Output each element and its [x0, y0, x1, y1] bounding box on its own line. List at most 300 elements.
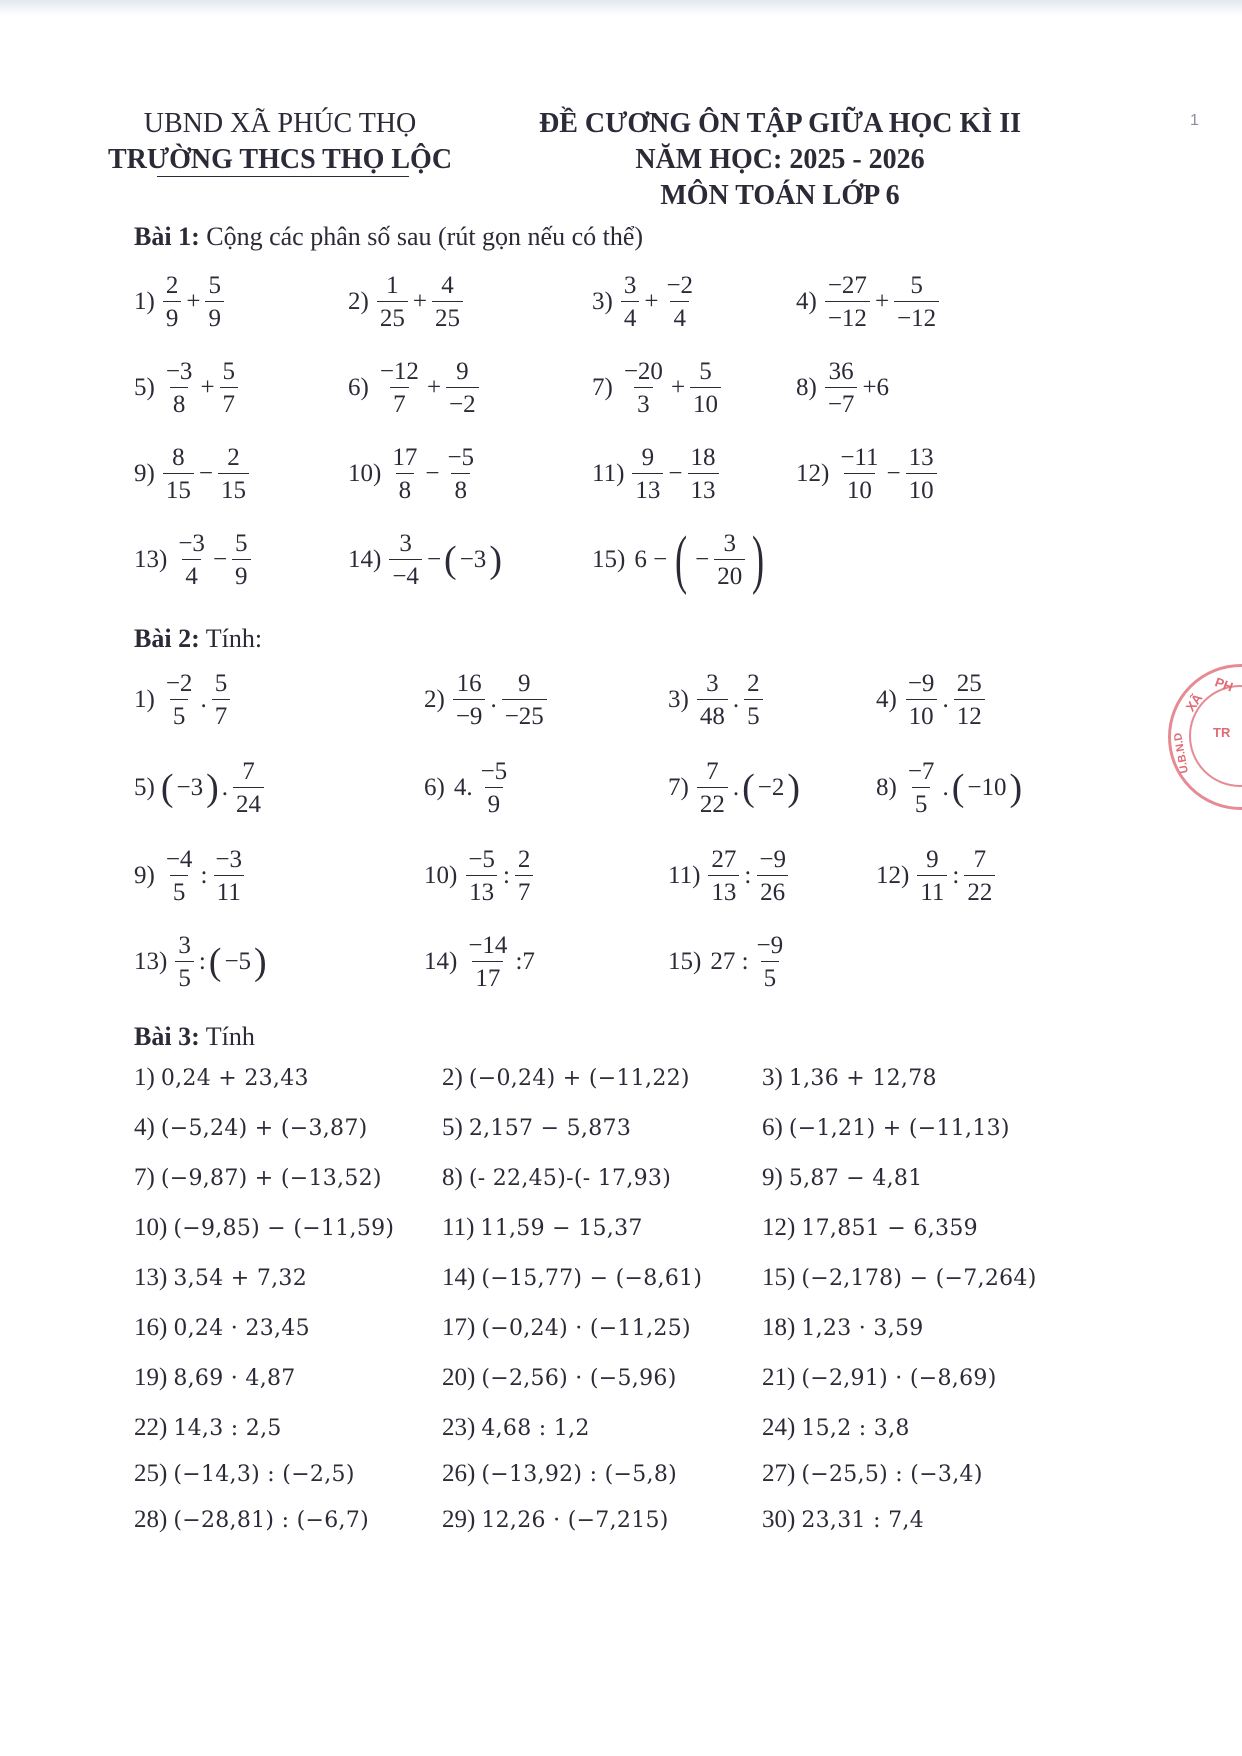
parenthesis: )	[489, 539, 502, 581]
numerator: −9	[907, 670, 935, 697]
expression: 17,851 − 6,359	[801, 1215, 978, 1241]
denominator: −25	[502, 699, 547, 731]
problem-item	[762, 1456, 983, 1492]
numerator: 5	[910, 272, 923, 299]
fraction	[175, 932, 194, 992]
problem-number: 3)	[592, 288, 613, 315]
problem-number: 7)	[668, 774, 689, 801]
numerator: 18	[690, 444, 716, 471]
fraction	[446, 358, 479, 418]
numerator: 25	[956, 670, 982, 697]
problem-number: 25)	[134, 1460, 168, 1487]
numerator: 5	[208, 272, 221, 299]
expression: 0,24 + 23,43	[160, 1065, 309, 1091]
problem-number: 6)	[762, 1114, 783, 1141]
commune-name: UBND XÃ PHÚC THỌ	[143, 108, 417, 139]
problem-item	[134, 1502, 369, 1538]
numerator: −5	[447, 444, 475, 471]
problem-number: 15)	[668, 948, 702, 975]
operator: +	[186, 288, 201, 315]
fraction	[964, 846, 995, 906]
operator: −	[425, 460, 440, 487]
fraction	[697, 670, 728, 730]
problem-number: 1)	[134, 288, 155, 315]
problem-number: 14)	[348, 546, 382, 573]
numerator: 4	[441, 272, 454, 299]
operator: 4.	[453, 774, 473, 801]
problem-item	[134, 1456, 355, 1492]
fraction	[389, 530, 422, 590]
problem-number: 12)	[876, 862, 910, 889]
problem-number: 5)	[134, 374, 155, 401]
parenthesis: (	[951, 767, 965, 809]
problem-item	[134, 842, 247, 910]
fraction	[163, 444, 194, 504]
problem-number: 14)	[424, 948, 458, 975]
problem-item	[442, 1410, 590, 1446]
numerator: −3	[165, 358, 193, 385]
expression: 1,36 + 12,78	[788, 1065, 937, 1091]
bai2-title: Bài 2:	[134, 624, 200, 653]
numerator: 7	[242, 758, 255, 785]
operator: :	[198, 948, 206, 975]
problem-item	[134, 1110, 368, 1146]
denominator: 9	[232, 559, 251, 591]
numerator: 2	[517, 846, 531, 873]
numerator: −14	[468, 932, 508, 959]
school-header	[95, 106, 465, 178]
problem-number: 6)	[424, 774, 445, 801]
numerator: 2	[165, 272, 179, 299]
numerator: 5	[699, 358, 712, 385]
fraction	[465, 846, 498, 906]
expression: 11,59 − 15,37	[480, 1215, 643, 1241]
problem-item	[442, 1310, 691, 1346]
problem-number: 1)	[134, 1064, 155, 1091]
fraction	[906, 444, 937, 504]
problem-item	[134, 526, 253, 594]
denominator: 10	[844, 473, 875, 505]
operator: :	[502, 862, 510, 889]
problem-item	[876, 842, 997, 910]
denominator: 26	[757, 875, 788, 907]
problem-item	[348, 354, 481, 422]
numerator: −2	[165, 670, 193, 697]
problem-number: 10)	[424, 862, 458, 889]
denominator: 5	[170, 875, 189, 907]
problem-item	[424, 666, 549, 734]
denominator: 15	[163, 473, 194, 505]
numerator: 2	[227, 444, 240, 471]
denominator: 11	[917, 875, 947, 907]
operator: +6	[862, 374, 890, 401]
problem-number: 5)	[134, 774, 155, 801]
numerator: −4	[165, 846, 193, 873]
expression: (−28,81) : (−6,7)	[173, 1507, 369, 1533]
stamp-text-ubnd: U.B.N.D	[1172, 731, 1191, 775]
expression: (−15,77) − (−8,61)	[481, 1265, 703, 1291]
denominator: −12	[894, 301, 939, 333]
expression: (- 22,45)-(- 17,93)	[468, 1165, 672, 1191]
problem-number: 29)	[442, 1506, 476, 1533]
problem-number: 2)	[348, 288, 369, 315]
numerator: 16	[456, 670, 482, 697]
problem-number: 7)	[134, 1164, 155, 1191]
problem-item	[668, 928, 788, 996]
problem-item	[442, 1110, 631, 1146]
problem-number: 1)	[134, 686, 155, 713]
parenthesis: )	[254, 941, 267, 983]
denominator: 3	[634, 387, 653, 419]
operator: −	[695, 546, 710, 573]
problem-number: 21)	[762, 1364, 796, 1391]
denominator: 17	[472, 961, 503, 993]
problem-number: 8)	[876, 774, 897, 801]
numerator: 9	[517, 670, 531, 697]
fraction	[212, 670, 231, 730]
operator: .	[221, 774, 228, 801]
school-name-underline	[157, 176, 409, 177]
fraction	[954, 670, 985, 730]
problem-number: 2)	[442, 1064, 463, 1091]
denominator: 9	[485, 787, 504, 819]
operator: −	[426, 546, 442, 573]
operator: +	[874, 288, 890, 315]
parenthesis: )	[206, 767, 219, 809]
denominator: 13	[708, 875, 739, 907]
fraction	[697, 758, 728, 818]
parenthesis: )	[752, 523, 765, 596]
fraction	[754, 932, 787, 992]
parenthesis: )	[1009, 767, 1023, 809]
fraction	[744, 670, 763, 730]
fraction	[714, 530, 745, 590]
problem-item	[442, 1210, 643, 1246]
fraction	[756, 846, 789, 906]
numerator: −9	[756, 932, 784, 959]
problem-item	[442, 1360, 677, 1396]
fraction	[389, 444, 420, 504]
numerator: 3	[178, 932, 191, 959]
fraction	[377, 358, 422, 418]
bai3-heading	[134, 1022, 255, 1052]
denominator: 13	[466, 875, 497, 907]
denominator: 7	[212, 699, 231, 731]
numerator: −5	[480, 758, 508, 785]
problem-item	[348, 268, 465, 336]
stamp-text-xa: XÃ	[1182, 690, 1206, 715]
problem-number: 28)	[134, 1506, 168, 1533]
denominator: 10	[690, 387, 721, 419]
operator: .	[942, 774, 949, 801]
problem-item	[424, 842, 535, 910]
denominator: 25	[377, 301, 408, 333]
expression: 14,3 : 2,5	[173, 1415, 282, 1441]
numerator: 1	[386, 272, 399, 299]
problem-item	[134, 268, 226, 336]
denominator: 7	[390, 387, 409, 419]
problem-item	[348, 440, 479, 508]
problem-item	[592, 354, 723, 422]
parenthesis: (	[742, 767, 755, 809]
problem-item	[876, 754, 1022, 822]
problem-number: 27)	[762, 1460, 796, 1487]
operator: .	[732, 774, 740, 801]
problem-item	[876, 666, 987, 734]
fraction	[905, 670, 938, 730]
problem-number: 11)	[668, 862, 701, 889]
expression: (−13,92) : (−5,8)	[481, 1461, 677, 1487]
problem-number: 4)	[796, 288, 817, 315]
numerator: 7	[706, 758, 719, 785]
title-line-3: MÔN TOÁN LỚP 6	[660, 180, 900, 211]
operator: −2	[757, 774, 785, 801]
fraction	[233, 758, 264, 818]
numerator: 3	[399, 530, 412, 557]
title-line-1: ĐỀ CƯƠNG ÔN TẬP GIỮA HỌC KÌ II	[538, 108, 1021, 139]
document-title	[500, 106, 1060, 214]
bai1-title: Bài 1:	[134, 222, 200, 251]
problem-number: 12)	[762, 1214, 796, 1241]
fraction	[212, 846, 245, 906]
problem-number: 13)	[134, 1264, 168, 1291]
operator: −5	[224, 948, 252, 975]
denominator: 5	[744, 699, 763, 731]
denominator: −7	[825, 387, 858, 419]
problem-number: 23)	[442, 1414, 476, 1441]
operator: :7	[515, 948, 535, 975]
expression: (−2,91) · (−8,69)	[801, 1365, 997, 1391]
problem-number: 11)	[592, 460, 625, 487]
operator: +	[670, 374, 686, 401]
expression: 5,87 − 4,81	[788, 1165, 923, 1191]
problem-number: 4)	[134, 1114, 155, 1141]
problem-item	[762, 1110, 1010, 1146]
fraction	[232, 530, 251, 590]
numerator: 9	[926, 846, 939, 873]
denominator: 22	[964, 875, 995, 907]
denominator: 4	[621, 301, 640, 333]
problem-item	[796, 268, 941, 336]
problem-item	[796, 354, 892, 422]
problem-item	[762, 1160, 923, 1196]
operator: .	[200, 686, 207, 713]
numerator: 5	[222, 358, 236, 385]
denominator: 7	[515, 875, 534, 907]
fraction	[163, 670, 196, 730]
problem-number: 20)	[442, 1364, 476, 1391]
expression: 3,54 + 7,32	[173, 1265, 308, 1291]
numerator: 7	[973, 846, 987, 873]
problem-item	[762, 1360, 997, 1396]
problem-item	[424, 754, 512, 822]
problem-number: 9)	[134, 460, 155, 487]
expression: 23,31 : 7,4	[801, 1507, 924, 1533]
margin-mark: 1	[1190, 112, 1199, 129]
expression: (−5,24) + (−3,87)	[160, 1115, 368, 1141]
problem-number: 2)	[424, 686, 445, 713]
problem-number: 13)	[134, 546, 168, 573]
denominator: 8	[170, 387, 189, 419]
fraction	[690, 358, 721, 418]
fraction	[708, 846, 739, 906]
problem-item	[762, 1060, 937, 1096]
operator: −3	[459, 546, 487, 573]
numerator: −27	[827, 272, 867, 299]
numerator: 5	[235, 530, 248, 557]
problem-number: 24)	[762, 1414, 796, 1441]
denominator: 13	[632, 473, 663, 505]
numerator: −2	[666, 272, 694, 299]
problem-item	[442, 1502, 669, 1538]
fraction	[218, 444, 249, 504]
numerator: 9	[456, 358, 469, 385]
operator: :	[744, 862, 752, 889]
bai2-heading	[134, 624, 262, 654]
problem-number: 5)	[442, 1114, 463, 1141]
school-stamp	[1168, 664, 1242, 810]
expression: 0,24 · 23,45	[173, 1315, 310, 1341]
expression: 8,69 · 4,87	[173, 1365, 296, 1391]
problem-item	[442, 1160, 671, 1196]
fraction	[465, 932, 510, 992]
numerator: 9	[641, 444, 655, 471]
problem-item	[134, 1360, 296, 1396]
problem-item	[592, 440, 721, 508]
problem-item	[762, 1260, 1037, 1296]
fraction	[688, 444, 719, 504]
denominator: 48	[697, 699, 728, 731]
problem-number: 6)	[348, 374, 369, 401]
problem-number: 18)	[762, 1314, 796, 1341]
fraction	[478, 758, 511, 818]
problem-item	[442, 1456, 677, 1492]
denominator: 8	[451, 473, 470, 505]
denominator: 12	[954, 699, 985, 731]
parenthesis: (	[208, 941, 222, 983]
denominator: 9	[205, 301, 224, 333]
problem-number: 19)	[134, 1364, 168, 1391]
problem-item	[762, 1310, 924, 1346]
operator: −	[886, 460, 901, 487]
problem-item	[134, 1210, 394, 1246]
bai3-title: Bài 3:	[134, 1022, 200, 1051]
bai1-heading	[134, 222, 643, 252]
operator: .	[732, 686, 740, 713]
operator: −10	[967, 774, 1007, 801]
problem-item	[668, 666, 765, 734]
expression: (−0,24) · (−11,25)	[481, 1315, 691, 1341]
problem-number: 7)	[592, 374, 613, 401]
problem-number: 14)	[442, 1264, 476, 1291]
fraction	[453, 670, 486, 730]
bai1-text: Cộng các phân số sau (rút gọn nếu có thể)	[206, 222, 644, 251]
expression: 1,23 · 3,59	[801, 1315, 924, 1341]
problem-number: 22)	[134, 1414, 168, 1441]
fraction	[515, 846, 534, 906]
problem-number: 15)	[762, 1264, 796, 1291]
fraction	[894, 272, 939, 332]
problem-number: 13)	[134, 948, 168, 975]
parenthesis: (	[160, 767, 174, 809]
problem-item	[424, 928, 538, 996]
denominator: 5	[175, 961, 194, 993]
numerator: 3	[623, 272, 637, 299]
numerator: −5	[468, 846, 495, 873]
fraction	[621, 358, 666, 418]
problem-item	[134, 1160, 382, 1196]
problem-item	[134, 928, 267, 996]
denominator: −12	[825, 301, 870, 333]
numerator: 8	[172, 444, 185, 471]
fraction	[377, 272, 408, 332]
operator: +	[200, 374, 215, 401]
denominator: 20	[714, 559, 745, 591]
operator: +	[644, 288, 659, 315]
denominator: 10	[906, 699, 937, 731]
operator: −	[198, 460, 213, 487]
problem-number: 17)	[442, 1314, 476, 1341]
numerator: 3	[706, 670, 719, 697]
stamp-text-tr: TR	[1213, 725, 1231, 740]
expression: (−0,24) + (−11,22)	[468, 1065, 690, 1091]
problem-item	[134, 1310, 310, 1346]
denominator: 7	[220, 387, 239, 419]
problem-item	[134, 666, 232, 734]
problem-item	[134, 1410, 282, 1446]
denominator: 22	[697, 787, 728, 819]
title-line-2: NĂM HỌC: 2025 - 2026	[635, 144, 925, 175]
expression: (−1,21) + (−11,13)	[788, 1115, 1010, 1141]
denominator: 9	[163, 301, 182, 333]
numerator: −7	[907, 758, 935, 785]
problem-number: 10)	[348, 460, 382, 487]
fraction	[663, 272, 696, 332]
expression: 12,26 · (−7,215)	[481, 1507, 669, 1533]
fraction	[917, 846, 947, 906]
fraction	[837, 444, 881, 504]
problem-number: 10)	[134, 1214, 168, 1241]
operator: :	[200, 862, 208, 889]
operator: .	[942, 686, 949, 713]
denominator: 5	[912, 787, 931, 819]
bai2-text: Tính:	[205, 624, 263, 653]
denominator: −4	[389, 559, 422, 591]
problem-item	[442, 1260, 702, 1296]
operator: .	[490, 686, 497, 713]
fraction	[205, 272, 224, 332]
denominator: −2	[446, 387, 479, 419]
operator: +	[426, 374, 442, 401]
denominator: 10	[906, 473, 937, 505]
expression: (−9,85) − (−11,59)	[173, 1215, 395, 1241]
expression: 4,68 : 1,2	[481, 1415, 590, 1441]
fraction	[444, 444, 477, 504]
numerator: −12	[379, 358, 419, 385]
problem-number: 3)	[668, 686, 689, 713]
problem-number: 3)	[762, 1064, 783, 1091]
problem-number: 8)	[796, 374, 817, 401]
fraction	[621, 272, 640, 332]
fraction	[220, 358, 239, 418]
expression: (−14,3) : (−2,5)	[173, 1461, 355, 1487]
fraction	[632, 444, 663, 504]
problem-item	[348, 526, 502, 594]
expression: (−2,178) − (−7,264)	[801, 1265, 1037, 1291]
fraction	[825, 272, 870, 332]
problem-number: 9)	[134, 862, 155, 889]
fraction	[163, 358, 196, 418]
